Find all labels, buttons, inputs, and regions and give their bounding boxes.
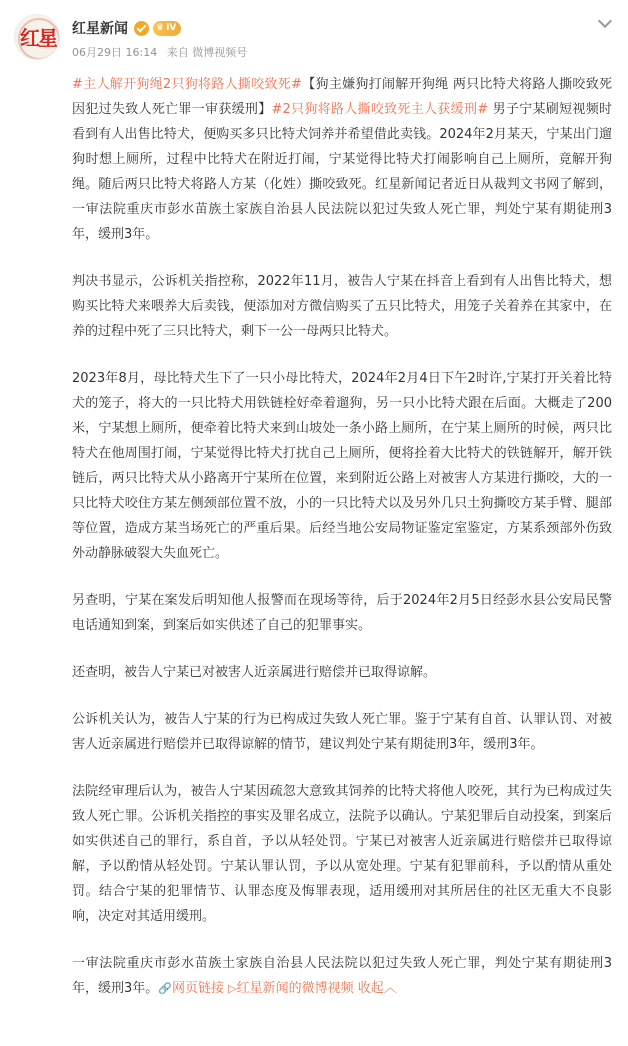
level-badge-label: IV: [166, 22, 177, 33]
video-icon: ▷: [228, 982, 237, 995]
post-content: [72, 72, 612, 1001]
author-name[interactable]: 红星新闻: [72, 21, 128, 37]
hashtag-link[interactable]: #2只狗将路人撕咬致死主人获缓刑#: [271, 102, 489, 117]
paragraph-3: 2023年8月，母比特犬生下了一只小母比特犬，2024年2月4日下午2时许,宁某打开关着比特犬的笼子，将大的一只比特犬用铁链栓好牵着遛狗，另一只小比特犬跟在后面。大概走了200米，宁某想上厕所，便牵着比特犬来到山坡处一条小路上厕所，在宁某上厕所的时候，两只比特犬在他周围打闹，宁某觉得比特犬打扰自己上厕所，便将拴着大比特犬的铁链解开，解开铁链后，两只比特犬从小路离开宁某所在位置，来到附近公路上对被害人方某进行撕咬，大的一只比特犬咬住方某左侧颈部位置不放，小的一只比特犬以及另外几只土狗撕咬方某手臂、腿部等位置，造成方某当场死亡的严重后果。后经当地公安局物证鉴定室鉴定，方某系颈部外伤致外动静脉破裂大失血死亡。: [72, 371, 612, 561]
paragraph-4: 另查明，宁某在案发后明知他人报警而在现场等待，后于2024年2月5日经彭水县公安局民警电话通知到案，到案后如实供述了自己的犯罪事实。: [72, 593, 612, 633]
collapse-label: 收起: [357, 981, 384, 996]
chevron-down-icon[interactable]: [598, 16, 612, 30]
crown-icon: ♛: [156, 22, 165, 33]
post-time[interactable]: 06月29日 16:14: [72, 46, 158, 59]
collapse-link[interactable]: [358, 981, 397, 996]
post-source: 来自 微博视频号: [166, 46, 248, 59]
author-row: [72, 16, 181, 40]
level-badge[interactable]: [153, 21, 181, 36]
chevron-up-icon: ︿: [383, 981, 397, 996]
web-link-label: 网页链接: [171, 981, 224, 996]
paragraph-5: 还查明，被告人宁某已对被害人近亲属进行赔偿并已取得谅解。: [72, 665, 437, 680]
paragraph-2: 判决书显示，公诉机关指控称，2022年11月，被告人宁某在抖音上看到有人出售比特犬，想购买比特犬来喂养大后卖钱，便添加对方微信购买了五只比特犬，用笼子关着养在其家中，在养的过程中死了三只比特犬，剩下一公一母两只比特犬。: [72, 274, 612, 339]
web-link[interactable]: [158, 981, 224, 996]
paragraph-text: 一审法院重庆市彭水苗族土家族自治县人民法院以犯过失致人死亡罪，判处宁某有期徒刑3年，缓刑3年。: [72, 956, 612, 996]
avatar[interactable]: [14, 14, 60, 60]
video-link[interactable]: [228, 981, 353, 996]
post-header: [0, 0, 628, 72]
paragraph-text: 男子宁某刷短视频时看到有人出售比特犬，便购买多只比特犬饲养并希望借此卖钱。2024年2月某天，宁某出门遛狗时想上厕所，过程中比特犬在附近打闹，宁某觉得比特犬打闹影响自己上厕所，竟解开狗绳。随后两只比特犬将路人方某（化姓）撕咬致死。红星新闻记者近日从裁判文书网了解到，一审法院重庆市彭水苗族土家族自治县人民法院以犯过失致人死亡罪，判处宁某有期徒刑3年，缓刑3年。: [72, 102, 612, 242]
video-link-label: 红星新闻的微博视频: [236, 981, 354, 996]
link-icon: 🔗: [158, 982, 172, 995]
post-meta: [72, 44, 253, 60]
paragraph-1: [72, 72, 612, 247]
paragraph-6: 公诉机关认为，被告人宁某的行为已构成过失致人死亡罪。鉴于宁某有自首、认罪认罚、对被害人近亲属进行赔偿并已取得谅解的情节，建议判处宁某有期徒刑3年，缓刑3年。: [72, 712, 612, 752]
logo-mark: 红星: [20, 26, 56, 50]
paragraph-8: [72, 951, 612, 1001]
hashtag-link[interactable]: #主人解开狗绳2只狗将路人撕咬致死#: [72, 77, 302, 92]
headline-text: 【狗主嫌狗打闹解开狗绳 两只比特犬将路人撕咬致死 因犯过失致人死亡罪一审获缓刑】: [72, 77, 612, 117]
verified-icon: [134, 21, 149, 36]
paragraph-7: 法院经审理后认为，被告人宁某因疏忽大意致其饲养的比特犬将他人咬死，其行为已构成过失致人死亡罪。公诉机关指控的事实及罪名成立，法院予以确认。宁某犯罪后自动投案，到案后如实供述自己的罪行，系自首，予以从轻处罚。宁某已对被害人近亲属进行赔偿并已取得谅解，予以酌情从轻处罚。宁某认罪认罚，予以从宽处理。宁某有犯罪前科，予以酌情从重处罚。结合宁某的犯罪情节、认罪态度及悔罪表现，适用缓刑对其所居住的社区无重大不良影响，决定对其适用缓刑。: [72, 784, 612, 924]
